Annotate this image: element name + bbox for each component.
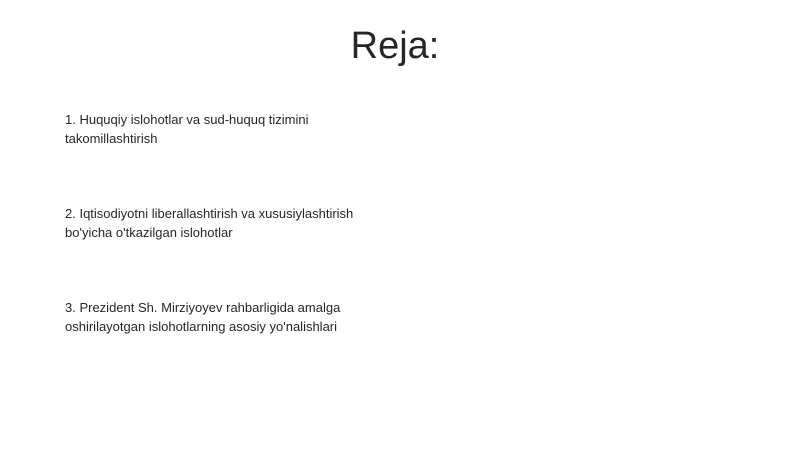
slide-title: Reja:	[350, 25, 440, 67]
plan-item-1: 1. Huquqiy islohotlar va sud-huquq tizimini takomillashtirish	[65, 112, 309, 146]
plan-item-2: 2. Iqtisodiyotni liberallashtirish va xususiylashtirish bo'yicha o'tkazilgan islohotlar	[65, 206, 354, 240]
plan-item-3: 3. Prezident Sh. Mirziyoyev rahbarligida amalga oshirilayotgan islohotlarning asosiy yo'nalishlari	[65, 300, 341, 334]
